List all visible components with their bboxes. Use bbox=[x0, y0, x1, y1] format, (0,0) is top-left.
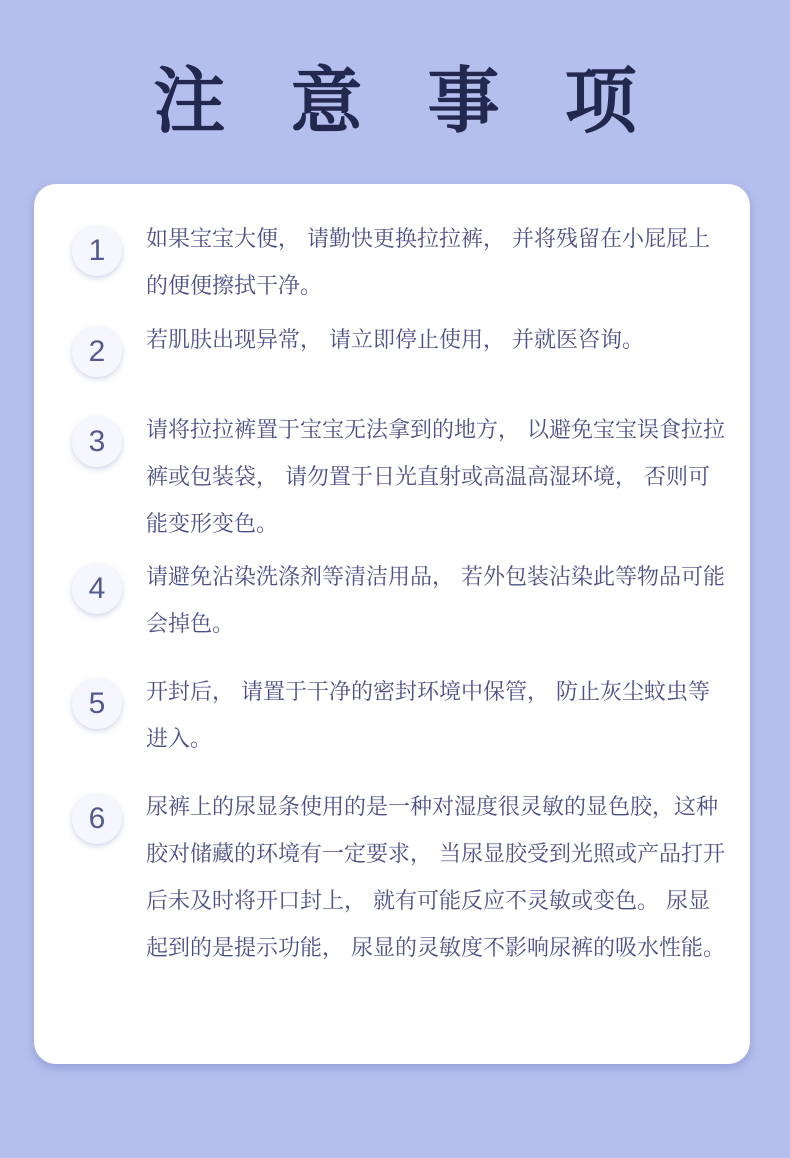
item-number-badge: 5 bbox=[72, 679, 122, 729]
item-number-badge: 1 bbox=[72, 226, 122, 276]
item-number-badge: 6 bbox=[72, 794, 122, 844]
item-text: 请避免沾染洗涤剂等清洁用品， 若外包装沾染此等物品可能会掉色。 bbox=[146, 565, 725, 637]
page-title: 注 意 事 项 bbox=[153, 59, 657, 143]
notice-card bbox=[34, 184, 750, 1064]
item-number-badge: 4 bbox=[72, 564, 122, 614]
item-text: 若肌肤出现异常， 请立即停止使用， 并就医咨询。 bbox=[146, 328, 644, 353]
item-text: 开封后， 请置于干净的密封环境中保管， 防止灰尘蚊虫等进入。 bbox=[146, 680, 710, 752]
item-text: 请将拉拉裤置于宝宝无法拿到的地方， 以避免宝宝误食拉拉裤或包装袋， 请勿置于日光直射或高温高湿环境， 否则可能变形变色。 bbox=[146, 418, 725, 537]
item-number-badge: 2 bbox=[72, 327, 122, 377]
item-number-badge: 3 bbox=[72, 417, 122, 467]
item-text: 尿裤上的尿显条使用的是一种对湿度很灵敏的显色胶，这种胶对储藏的环境有一定要求， 当尿显胶受到光照或产品打开后未及时将开口封上， 就有可能反应不灵敏或变色。 尿显起到的是提示功能， 尿显的灵敏度不影响尿裤的吸水性能。 bbox=[146, 795, 725, 961]
item-text: 如果宝宝大便， 请勤快更换拉拉裤， 并将残留在小屁屁上的便便擦拭干净。 bbox=[146, 227, 710, 299]
